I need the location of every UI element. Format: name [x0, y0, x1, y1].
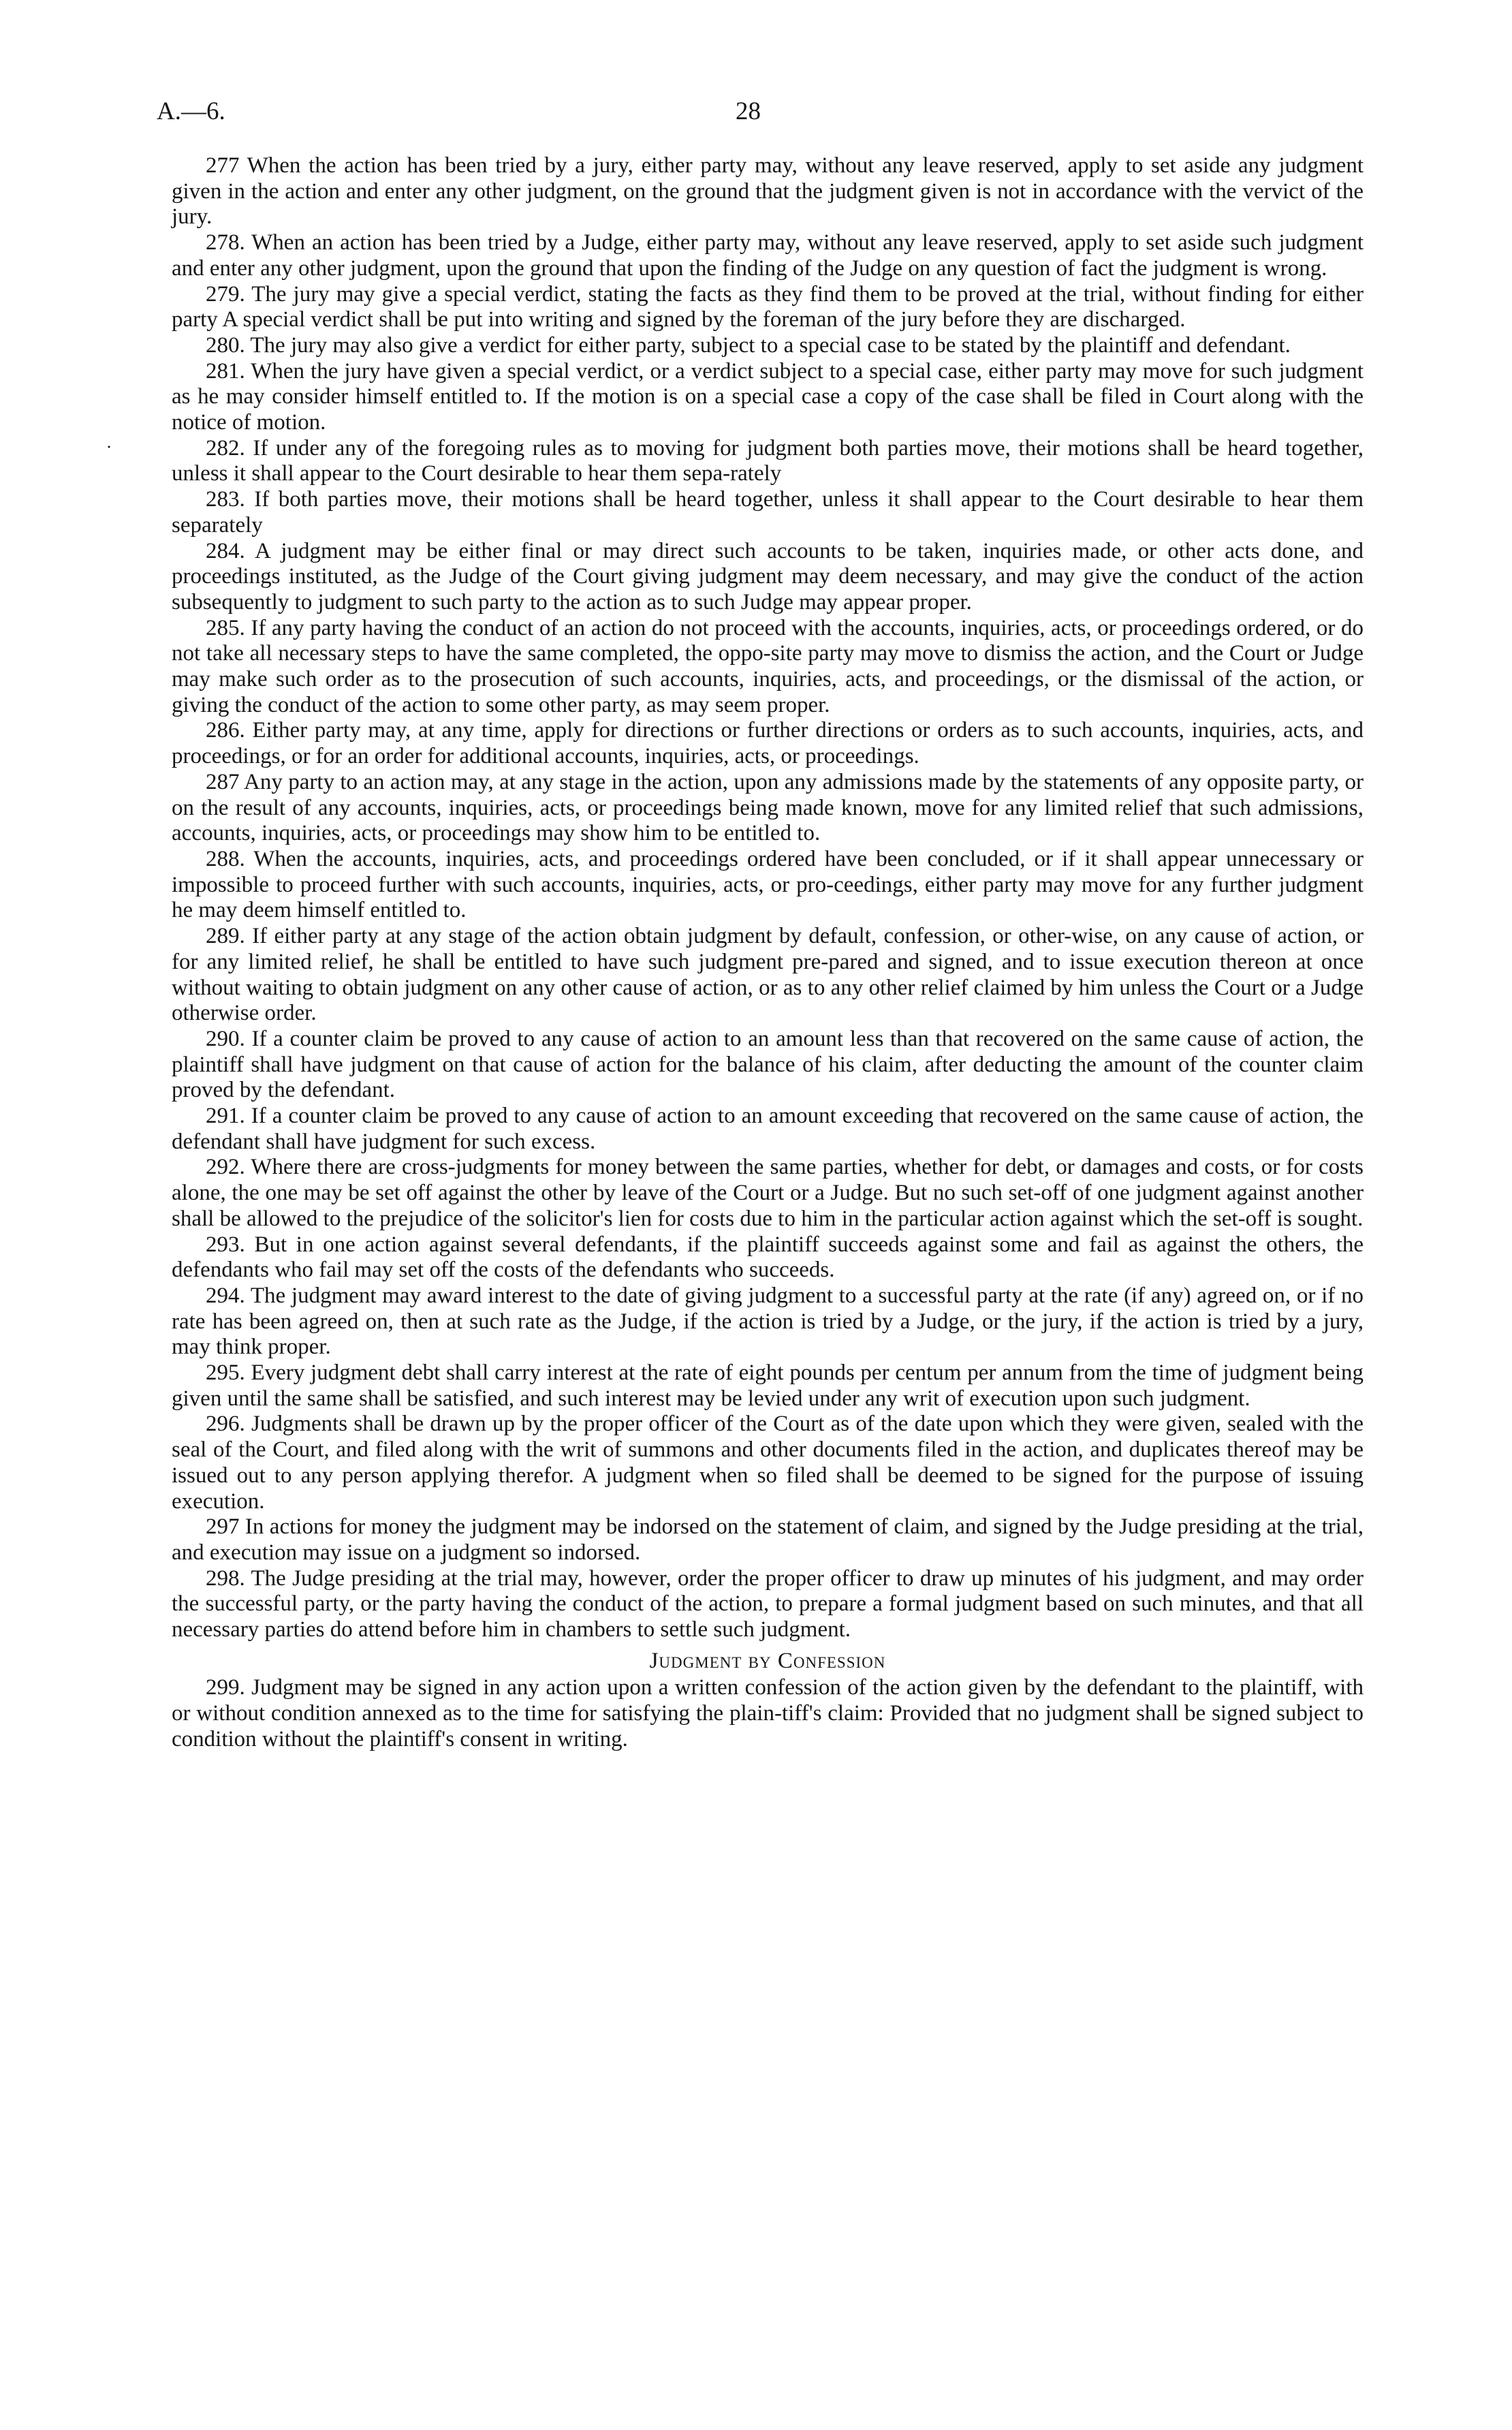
paragraph-288: 288. When the accounts, inquiries, acts, and proceedings ordered have been concluded, or if it shall appear unnecessary or impossible to proceed further with such accounts, inquiries, acts, or pro-ceedings, either party may move for any further judgment he may deem himself entitled to. [172, 846, 1364, 923]
paragraph-282: 282. If under any of the foregoing rules as to moving for judgment both parties move, their motions shall be heard together, unless it shall appear to the Court desirable to hear them sepa-rately [172, 435, 1364, 486]
paragraph-279: 279. The jury may give a special verdict, stating the facts as they find them to be proved at the trial, without finding for either party A special verdict shall be put into writing and signed by the foreman of the jury before they are discharged. [172, 281, 1364, 332]
paragraph-277: 277 When the action has been tried by a jury, either party may, without any leave reserved, apply to set aside any judgment given in the action and enter any other judgment, on the ground that the judgment given is not in accordance with the vervict of the jury. [172, 153, 1364, 230]
margin-mark: ˙ [106, 441, 112, 464]
paragraph-294: 294. The judgment may award interest to the date of giving judgment to a successful party at the rate (if any) agreed on, or if no rate has been agreed on, then at such rate as the Judge, if the action is tried by a Judge, or the jury, if the action is tried by a jury, may think proper. [172, 1283, 1364, 1360]
page-header [157, 97, 1362, 138]
document-body [172, 153, 1364, 1753]
paragraph-287: 287 Any party to an action may, at any stage in the action, upon any admissions made by the statements of any opposite party, or on the result of any accounts, inquiries, acts, or proceedings being made known, move for any limited relief that such admissions, accounts, inquiries, acts, or proceedings may show him to be entitled to. [172, 769, 1364, 846]
document-reference: A.—6. [157, 97, 225, 125]
paragraph-291: 291. If a counter claim be proved to any cause of action to an amount exceeding that recovered on the same cause of action, the defendant shall have judgment for such excess. [172, 1104, 1364, 1154]
paragraph-281: 281. When the jury have given a special verdict, or a verdict subject to a special case, either party may move for such judgment as he may consider himself entitled to. If the motion is on a special case a copy of the case shall be filed in Court along with the notice of motion. [172, 358, 1364, 435]
paragraph-284: 284. A judgment may be either final or may direct such accounts to be taken, inquiries made, or other acts done, and proceedings instituted, as the Judge of the Court giving judgment may deem necessary, and may give the conduct of the action subsequently to judgment to such party to the action as to such Judge may appear proper. [172, 538, 1364, 614]
paragraph-289: 289. If either party at any stage of the action obtain judgment by default, confession, or other-wise, on any cause of action, or for any limited relief, he shall be entitled to have such judgment pre-pared and signed, and to issue execution thereon at once without waiting to obtain judgment on any other cause of action, or as to any other relief claimed by him unless the Court or a Judge otherwise order. [172, 924, 1364, 1026]
paragraph-296: 296. Judgments shall be drawn up by the proper officer of the Court as of the date upon which they were given, sealed with the seal of the Court, and filed along with the writ of summons and other documents filed in the action, and duplicates thereof may be issued out to any person applying therefor. A judgment when so filed shall be deemed to be signed for the purpose of issuing execution. [172, 1412, 1364, 1514]
paragraph-278: 278. When an action has been tried by a Judge, either party may, without any leave reserved, apply to set aside such judgment and enter any other judgment, upon the ground that upon the finding of the Judge on any question of fact the judgment is wrong. [172, 230, 1364, 281]
paragraph-297: 297 In actions for money the judgment may be indorsed on the statement of claim, and signed by the Judge presiding at the trial, and execution may issue on a judgment so indorsed. [172, 1514, 1364, 1565]
section-heading: Judgment by Confession [649, 1648, 886, 1673]
paragraph-293: 293. But in one action against several defendants, if the plaintiff succeeds against some and fail as against the others, the defendants who fail may set off the costs of the defendants who succeeds. [172, 1232, 1364, 1283]
paragraph-299: 299. Judgment may be signed in any action upon a written confession of the action given by the defendant to the plaintiff, with or without condition annexed as to the time for satisfying the plain-tiff's claim: Provided that no judgment shall be signed subject to condition without the plaintiff's consent in writing. [172, 1675, 1364, 1751]
paragraph-290: 290. If a counter claim be proved to any cause of action to an amount less than that recovered on the same cause of action, the plaintiff shall have judgment on that cause of action for the balance of his claim, after deducting the amount of the counter claim proved by the defendant. [172, 1026, 1364, 1103]
paragraph-280: 280. The jury may also give a verdict for either party, subject to a special case to be stated by the plaintiff and defendant. [206, 332, 1291, 358]
paragraph-286: 286. Either party may, at any time, apply for directions or further directions or orders as to such accounts, inquiries, acts, and proceedings, or for an order for additional accounts, inquiries, acts, or proceedings. [172, 718, 1364, 769]
paragraph-292: 292. Where there are cross-judgments for money between the same parties, whether for debt, or damages and costs, or for costs alone, the one may be set off against the other by leave of the Court or a Judge. But no such set-off of one judgment against another shall be allowed to the prejudice of the solicitor's lien for costs due to him in the particular action against which the set-off is sought. [172, 1155, 1364, 1231]
paragraph-298: 298. The Judge presiding at the trial may, however, order the proper officer to draw up minutes of his judgment, and may order the successful party, or the party having the conduct of the action, to prepare a formal judgment based on such minutes, and that all necessary parties do attend before him in chambers to settle such judgment. [172, 1566, 1364, 1642]
paragraph-295: 295. Every judgment debt shall carry interest at the rate of eight pounds per centum per annum from the time of judgment being given until the same shall be satisfied, and such interest may be levied under any writ of execution upon such judgment. [172, 1360, 1364, 1411]
paragraph-283: 283. If both parties move, their motions shall be heard together, unless it shall appear to the Court desirable to hear them separately [172, 487, 1364, 538]
paragraph-285: 285. If any party having the conduct of an action do not proceed with the accounts, inquiries, acts, or proceedings ordered, or do not take all necessary steps to have the same completed, the oppo-site party may move to dismiss the action, and the Court or Judge may make such order as to the prosecution of such accounts, inquiries, acts, and proceedings, or the dismissal of the action, or giving the conduct of the action to some other party, as may seem proper. [172, 615, 1364, 717]
page-number: 28 [736, 97, 761, 125]
